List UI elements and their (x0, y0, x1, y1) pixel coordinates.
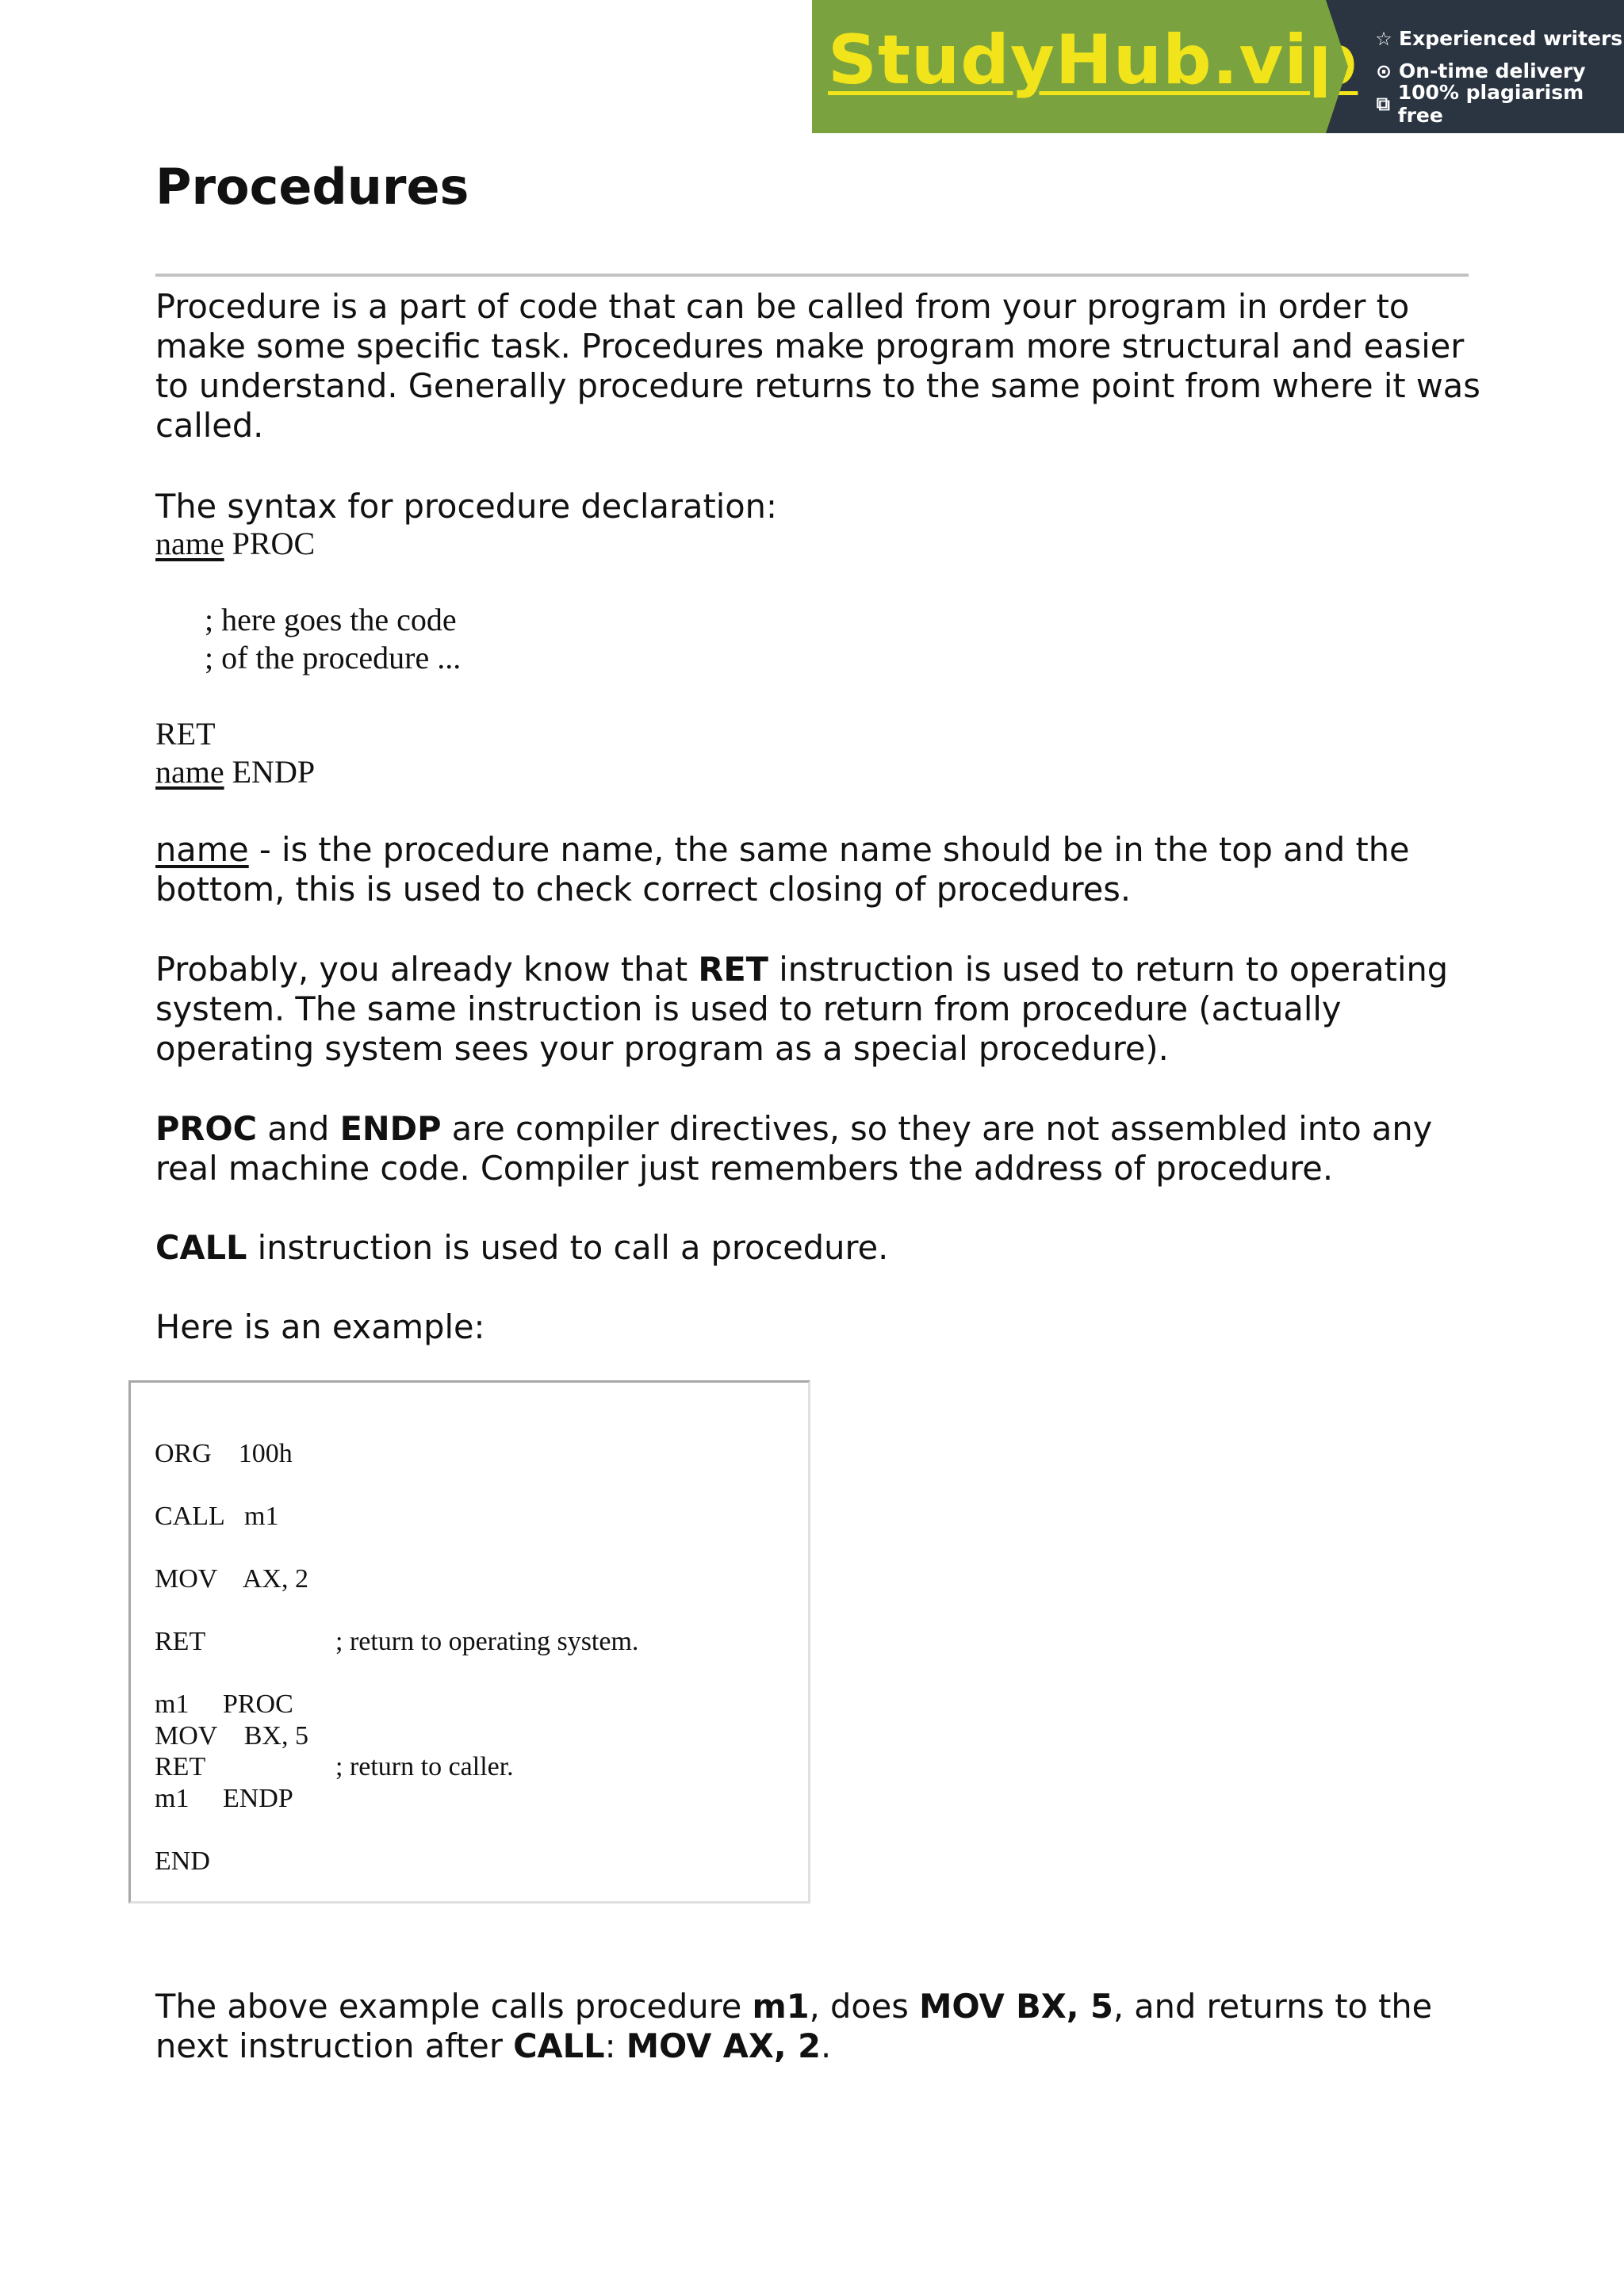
code-line (155, 1626, 638, 1658)
syntax-proc: PROC (224, 526, 316, 561)
code-op: RET (155, 1752, 206, 1781)
banner-arrow-shape (1326, 0, 1348, 133)
feature-item (1373, 80, 1624, 127)
page-title: Procedures (155, 158, 469, 216)
code-line (155, 1689, 335, 1720)
brand-logo[interactable] (812, 0, 1358, 133)
call-paragraph (155, 1228, 1503, 1268)
ret-paragraph (155, 950, 1503, 1069)
code-op: MOV AX, 2 (155, 1564, 308, 1594)
feature-list (1326, 0, 1624, 133)
call-keyword: CALL (155, 1228, 247, 1267)
intro-paragraph: Procedure is a part of code that can be called from your program in order to make some specific task. Procedures make program more structural and easier to understand. Generally procedure returns to the same point from where it was called. (155, 287, 1480, 445)
ret-keyword: RET (698, 950, 768, 989)
code-line (155, 1501, 335, 1533)
brand-name: StudyHub.vip (828, 21, 1358, 100)
clock-icon: ⊙ (1375, 59, 1392, 82)
summary-keyword: CALL (513, 2026, 605, 2065)
call-text: instruction is used to call a procedure. (247, 1228, 889, 1267)
code-line (155, 1783, 335, 1815)
summary-text: The above example calls procedure (155, 1987, 753, 2026)
code-line (155, 1846, 335, 1877)
code-line (155, 1563, 335, 1595)
name-desc-text: - is the procedure name, the same name should be in the top and the bottom, this is used to check correct closing of procedures. (155, 830, 1410, 909)
summary-text: : (604, 2026, 626, 2065)
ret-text: instruction is used to return to operating system. The same instruction is used to return from procedure (actually operating system sees your program as a special procedure). (155, 950, 1449, 1068)
syntax-name: name (155, 526, 224, 561)
code-line (155, 1438, 335, 1470)
proc-text: and (257, 1109, 340, 1148)
syntax-line-proc (155, 525, 315, 563)
syntax-comment: ; of the procedure ... (205, 640, 462, 675)
summary-keyword: m1 (752, 1987, 810, 2026)
summary-paragraph (155, 1987, 1503, 2066)
proc-paragraph (155, 1109, 1503, 1188)
syntax-comment: ; here goes the code (205, 602, 457, 637)
code-line (155, 1751, 514, 1783)
code-op: RET (155, 1627, 206, 1656)
code-op: m1 ENDP (155, 1784, 293, 1813)
code-op: m1 PROC (155, 1689, 293, 1719)
name-term: name (155, 830, 249, 869)
proc-text: are compiler directives, so they are not assembled into any real machine code. Compiler just remembers the address of procedure. (155, 1109, 1433, 1188)
code-line (155, 1720, 335, 1752)
ad-banner[interactable] (812, 0, 1624, 133)
ret-text: Probably, you already know that (155, 950, 699, 989)
code-op: ORG 100h (155, 1439, 293, 1468)
syntax-endp: ENDP (224, 754, 316, 790)
code-op: CALL m1 (155, 1502, 279, 1531)
example-heading: Here is an example: (155, 1307, 485, 1346)
syntax-ret: RET (155, 716, 216, 752)
summary-text: , and returns to the next instruction after (155, 1987, 1433, 2065)
summary-text: . (820, 2026, 832, 2065)
name-description (155, 830, 1503, 909)
star-icon: ☆ (1375, 27, 1392, 50)
copy-icon: ⧉ (1376, 92, 1390, 115)
summary-keyword: MOV BX, 5 (919, 1987, 1113, 2026)
proc-keyword: PROC (155, 1109, 258, 1148)
feature-item (1373, 22, 1624, 55)
title-divider (155, 274, 1469, 277)
summary-keyword: MOV AX, 2 (626, 2026, 821, 2065)
syntax-line-endp (155, 753, 315, 791)
code-comment: ; return to caller. (335, 1752, 514, 1781)
summary-text: , does (809, 1987, 920, 2026)
feature-text: Experienced writers (1399, 27, 1623, 50)
code-comment: ; return to operating system. (335, 1627, 639, 1656)
feature-text: 100% plagiarism free (1397, 80, 1584, 127)
feature-text: On-time delivery (1399, 59, 1586, 82)
code-op: MOV BX, 5 (155, 1721, 308, 1751)
code-op: END (155, 1846, 210, 1876)
endp-keyword: ENDP (339, 1109, 442, 1148)
syntax-heading: The syntax for procedure declaration: (155, 487, 777, 526)
syntax-name: name (155, 754, 224, 790)
